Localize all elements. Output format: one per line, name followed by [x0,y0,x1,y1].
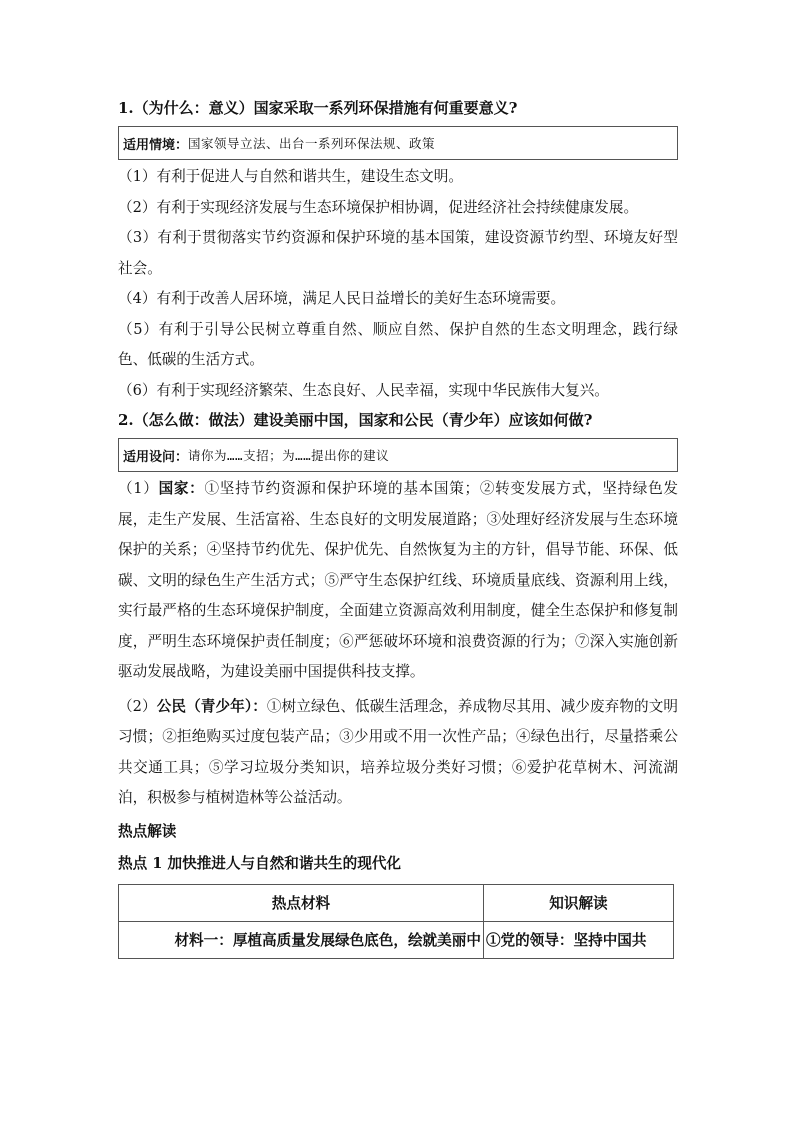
paragraph-text: ①坚持节约资源和保护环境的基本国策；②转变发展方式，坚持绿色发展，走生产发展、生活富裕、生态良好的文明发展道路；③处理好经济发展与生态环境保护的关系；④坚持节约优先、保护优先、自然恢复为主的方针，倡导节能、环保、低碳、文明的绿色生产生活方式；⑤严守生态保护红线、环境质量底线、资源利用上线，实行最严格的生态环境保护制度，全面建立资源高效利用制度，健全生态保护和修复制度，严明生态环境保护责任制度；⑥严惩破坏环境和浪费资源的行为；⑦深入实施创新驱动发展战略，为建设美丽中国提供科技支撑。 [118,480,678,680]
question-2-title: 2.（怎么做：做法）建设美丽中国，国家和公民（青少年）应该如何做? [118,411,593,429]
table-header: 知识解读 [483,884,673,921]
paragraph-text: ①树立绿色、低碳生活理念，养成物尽其用、减少废弃物的文明习惯；②拒绝购买过度包装产品；③少用或不用一次性产品；④绿色出行，尽量搭乘公共交通工具；⑤学习垃圾分类知识，培养垃圾分类好习惯；⑥爱护花草树木、河流湖泊，积极参与植树造林等公益活动。 [118,697,678,806]
topic-title: 热点 1 加快推进人与自然和谐共生的现代化 [118,854,402,872]
situation-text: 请你为……支招；为……提出你的建议 [188,448,390,463]
table-header: 热点材料 [119,884,484,921]
paragraph-number: （2） [118,697,157,715]
table-row [119,921,674,958]
paragraph-number: （1） [118,480,159,497]
situation-box-1 [118,126,678,160]
situation-text: 国家领导立法、出台一系列环保法规、政策 [188,136,436,151]
q2-paragraph-country [118,474,678,688]
table-cell: 材料一：厚植高质量发展绿色底色，绘就美丽中 [119,921,484,958]
paragraph-heading: 国家： [158,480,205,497]
paragraph-heading: 公民（青少年）： [156,697,267,715]
document-page [118,96,678,959]
situation-box-2 [118,438,678,472]
q1-item-4: （4）有利于改善人居环境，满足人民日益增长的美好生态环境需要。 [118,290,566,307]
table-header-row [119,884,674,921]
situation-label: 适用设问： [123,449,189,465]
q1-item-6: （6）有利于实现经济繁荣、生态良好、人民幸福，实现中华民族伟大复兴。 [118,381,609,399]
q1-item-3: （3）有利于贯彻落实节约资源和保护环境的基本国策，建设资源节约型、环境友好型社会。 [118,229,678,277]
question-1-title: 1.（为什么：意义）国家采取一系列环保措施有何重要意义? [118,99,518,117]
q1-item-2: （2）有利于实现经济发展与生态环境保护相协调，促进经济社会持续健康发展。 [118,198,639,216]
q2-paragraph-citizen [118,692,678,814]
table-cell: ①党的领导：坚持中国共 [483,921,673,958]
situation-label: 适用情境： [123,137,189,153]
hot-topic-table [118,884,674,959]
q1-item-1: （1）有利于促进人与自然和谐共生，建设生态文明。 [118,168,463,185]
section-title: 热点解读 [118,822,177,840]
q1-item-5: （5）有利于引导公民树立尊重自然、顺应自然、保护自然的生态文明理念，践行绿色、低碳的生活方式。 [118,320,678,368]
